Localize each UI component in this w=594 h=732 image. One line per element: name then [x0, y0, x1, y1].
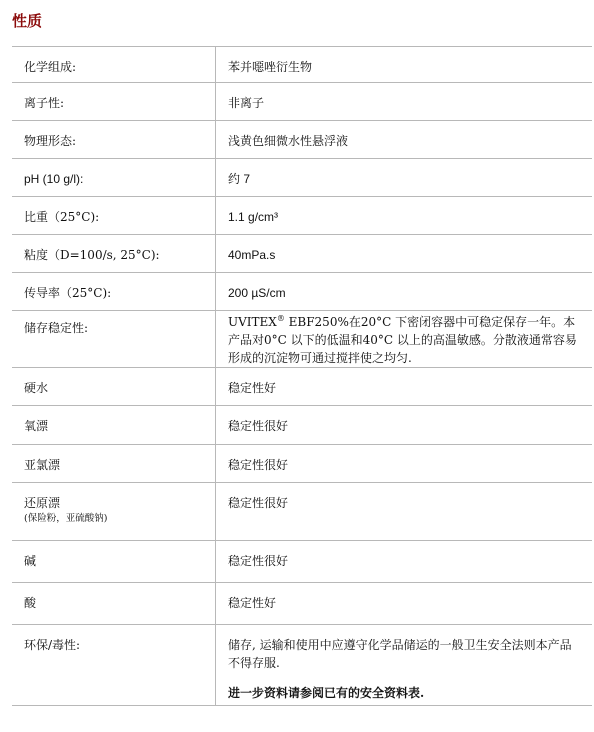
property-label: 传导率（25°C):	[12, 273, 216, 310]
table-row	[12, 541, 592, 583]
property-label: 化学组成:	[12, 47, 216, 82]
property-value: 1.1 g/cm³	[228, 210, 279, 224]
property-label: 环保/毒性:	[12, 625, 216, 705]
brand-name: UVITEX	[228, 315, 277, 329]
table-row	[12, 47, 592, 83]
property-value: 稳定性很好	[228, 554, 289, 568]
property-label	[12, 483, 216, 540]
table-row	[12, 311, 592, 368]
property-label: 储存稳定性:	[12, 311, 216, 367]
property-label: 硬水	[12, 368, 216, 405]
property-label: pH (10 g/l):	[12, 159, 216, 196]
property-value: 稳定性好	[228, 381, 277, 395]
table-row	[12, 625, 592, 706]
property-value	[216, 625, 592, 705]
property-value: 稳定性很好	[228, 419, 289, 433]
property-label: 粘度（D=100/s, 25°C):	[12, 235, 216, 272]
property-value: 稳定性很好	[228, 458, 289, 472]
property-value: 40mPa.s	[228, 248, 276, 262]
property-value: 稳定性很好	[228, 496, 289, 510]
property-value: 浅黄色细微水性悬浮液	[228, 134, 349, 148]
property-label: 亚氯漂	[12, 445, 216, 482]
property-value: 稳定性好	[228, 596, 277, 610]
table-row	[12, 406, 592, 445]
property-label: 碱	[12, 541, 216, 582]
table-row	[12, 583, 592, 625]
table-row	[12, 483, 592, 541]
property-label: 比重（25°C):	[12, 197, 216, 234]
safety-text: 储存, 运输和使用中应遵守化学品储运的一般卫生安全法则本产品不得存服.	[228, 638, 572, 670]
property-value: 200 µS/cm	[228, 286, 286, 300]
label-sub: (保险粉，亚硫酸钠)	[24, 513, 108, 524]
table-row	[12, 121, 592, 159]
table-row	[12, 445, 592, 483]
storage-text: EBF250%在20°C 下密闭容器中可稳定保存一年。本产品对0°C 以下的低温和40°C 以上的高温敏感。分散液通常容易形成的沉淀物可通过搅拌使之均匀.	[228, 315, 577, 365]
property-label: 氧漂	[12, 406, 216, 444]
registered-mark: ®	[276, 314, 285, 323]
table-row	[12, 197, 592, 235]
table-row	[12, 159, 592, 197]
property-label: 离子性:	[12, 83, 216, 120]
section-title: 性质	[12, 12, 43, 30]
table-row	[12, 83, 592, 121]
properties-table	[12, 46, 592, 706]
table-row	[12, 235, 592, 273]
safety-note: 进一步资料请参阅已有的安全资料表.	[228, 686, 425, 700]
property-label: 酸	[12, 583, 216, 624]
table-row	[12, 368, 592, 406]
label-main: 还原漂	[24, 496, 61, 510]
property-value: 约 7	[228, 172, 251, 186]
property-value: 非离子	[228, 96, 265, 110]
property-label: 物理形态:	[12, 121, 216, 158]
property-value	[216, 311, 592, 367]
table-row	[12, 273, 592, 311]
property-value: 苯并噁唑衍生物	[228, 60, 313, 74]
